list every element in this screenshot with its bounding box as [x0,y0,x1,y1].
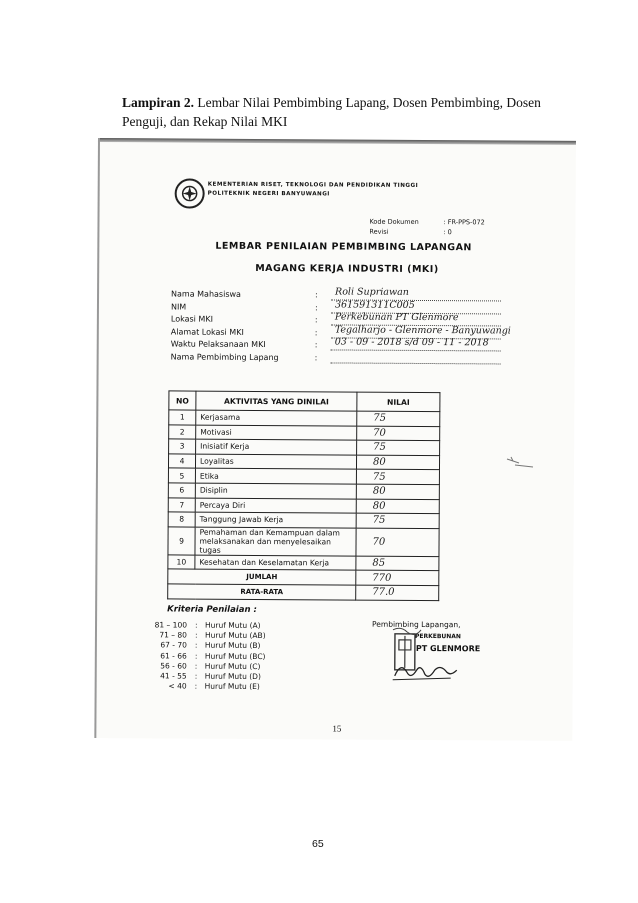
jumlah-value: 770 [356,570,439,585]
form-title-line2: MAGANG KERJA INDUSTRI (MKI) [255,262,439,276]
field-value: 03 - 09 - 2018 s/d 09 - 11 - 2018 [331,336,501,351]
stamp-line2: PT GLENMORE [415,643,481,654]
field-label: Nama Pembimbing Lapang [170,351,279,362]
row-score: 70 [357,426,440,441]
kriteria-colon: : [194,630,198,640]
institution-name [208,181,419,200]
row-score: 85 [356,556,439,571]
kriteria-grade: Huruf Mutu (C) [204,661,261,671]
jumlah-row [168,569,439,585]
institution-line2: POLITEKNIK NEGERI BANYUWANGI [207,190,330,198]
field-value: Perkebunan PT Glenmore [331,311,501,326]
kriteria-grade: Huruf Mutu (E) [204,681,260,692]
institution-line1: KEMENTERIAN RISET, TEKNOLOGI DAN PENDIDIKAN TINGGI [207,181,419,189]
assessment-table [167,390,440,600]
kriteria-title: Kriteria Penilaian : [167,604,257,615]
table-header-row [169,391,440,412]
kriteria-colon: : [194,620,198,630]
field-colon: : [314,352,318,362]
row-no: 10 [168,555,195,570]
row-score: 75 [356,513,439,528]
rata-value: 77.0 [356,585,439,600]
table-row [168,483,439,499]
table-row [168,512,439,528]
kriteria-grade: Huruf Mutu (AB) [204,630,266,641]
rata-label: RATA-RATA [168,584,356,600]
kriteria-range: 67 - 70 [160,640,187,650]
field-label: Nama Mahasiswa [171,289,241,299]
row-activity: Percaya Diri [195,498,356,514]
field-colon: : [314,340,318,350]
field-label: Alamat Lokasi MKI [170,326,244,337]
header-activity: AKTIVITAS YANG DINILAI [196,391,357,411]
kriteria-grade: Huruf Mutu (D) [204,671,261,681]
student-fields [170,286,511,365]
table-row [168,454,439,470]
document-code [369,217,485,237]
kriteria-range: 61 - 66 [160,650,187,661]
kriteria-grade: Huruf Mutu (B) [204,641,261,651]
kriteria-range: < 40 [168,681,187,691]
row-no: 6 [168,483,195,498]
row-no: 7 [168,497,195,512]
caption-text: Lembar Nilai Pembimbing Lapang, Dosen Pembimbing, Dosen Penguji, dan Rekap Nilai MKI [122,95,541,129]
table-row [169,410,440,426]
row-score: 75 [356,469,439,484]
kriteria-colon: : [194,640,198,650]
kode-value: : FR-PPS-072 [443,218,485,227]
field-label: NIM [170,301,187,312]
row-no: 8 [168,512,195,527]
row-score: 70 [356,528,439,557]
field-label: Lokasi MKI [170,314,213,324]
kriteria-list [154,620,309,692]
row-score: 80 [356,455,439,470]
rata-row [168,584,439,600]
revisi-label: Revisi [369,227,389,236]
row-no: 2 [169,425,196,440]
scan-edge-top [98,138,576,145]
scan-page-number: 15 [332,723,342,734]
kriteria-range: 81 – 100 [154,620,188,630]
row-activity: Kesehatan dan Keselamatan Kerja [195,555,356,571]
form-title-line1: LEMBAR PENILAIAN PEMBIMBING LAPANGAN [215,240,472,254]
field-row [171,351,501,366]
row-no: 1 [169,410,196,425]
scanned-form [94,138,576,741]
page-caption [122,93,542,131]
jumlah-label: JUMLAH [168,569,356,585]
institution-logo-icon [175,178,205,208]
kriteria-colon: : [194,661,198,671]
kriteria-colon: : [194,671,198,681]
table-row [168,555,439,571]
row-activity: Inisiatif Kerja [196,439,357,455]
kriteria-range: 41 - 55 [160,671,187,681]
field-value: 361591311C005 [331,299,501,314]
row-activity: Kerjasama [196,410,357,426]
row-no: 9 [168,527,195,555]
pembimbing-label: Pembimbing Lapangan, [372,619,461,630]
kriteria-colon: : [194,651,198,661]
field-value: Tegalharjo - Glenmore - Banyuwangi [331,324,501,339]
field-colon: : [315,290,318,300]
kode-label: Kode Dokumen [369,217,419,226]
kriteria-range: 56 - 60 [160,661,187,671]
caption-label: Lampiran 2. [122,95,195,110]
scan-mark-icon [505,455,535,469]
row-activity: Tanggung Jawab Kerja [195,512,356,528]
row-no: 3 [169,439,196,454]
table-row [168,527,439,557]
table-row [169,425,440,441]
stamp-line1: PERKEBUNAN [414,632,461,641]
field-colon: : [314,315,318,325]
row-activity: Disiplin [195,483,356,499]
row-activity: Motivasi [196,425,357,441]
field-label: Waktu Pelaksanaan MKI [170,339,266,350]
scan-edge-left [94,138,100,738]
page-number: 65 [312,838,324,850]
row-no: 5 [168,468,195,483]
field-colon: : [314,327,318,337]
table-row [168,497,439,513]
field-value: Roli Supriawan [331,286,501,301]
revisi-value: : 0 [443,228,452,237]
kriteria-row [159,682,309,693]
field-value [331,349,501,364]
table-row [168,468,439,484]
header-no: NO [169,391,196,410]
kriteria-colon: : [194,681,198,691]
row-activity: Etika [195,468,356,484]
kriteria-range: 71 – 80 [159,630,187,640]
row-activity: Loyalitas [195,454,356,470]
row-score: 75 [357,411,440,426]
row-score: 75 [357,440,440,455]
row-score: 80 [356,484,439,499]
row-score: 80 [356,499,439,514]
field-colon: : [314,302,318,312]
table-row [169,439,440,455]
kriteria-grade: Huruf Mutu (A) [204,620,261,631]
kriteria-grade: Huruf Mutu (BC) [204,651,266,661]
signature-icon [391,658,461,684]
header-score: NILAI [357,392,440,412]
row-no: 4 [168,454,195,469]
row-activity: Pemahaman dan Kemampuan dalam melaksanakan dan menyelesaikan tugas [195,527,356,556]
